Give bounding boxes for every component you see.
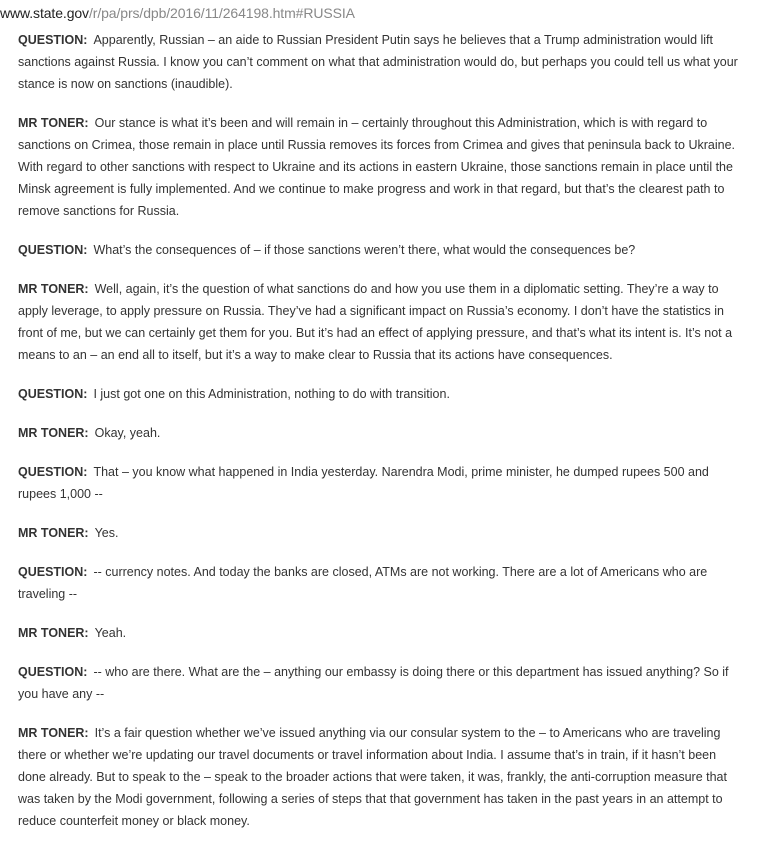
speaker-label: QUESTION: bbox=[18, 243, 88, 257]
speaker-label: MR TONER: bbox=[18, 116, 89, 130]
transcript-entry bbox=[18, 622, 740, 644]
transcript-entry bbox=[18, 461, 740, 505]
transcript-entry bbox=[18, 722, 740, 832]
entry-text: I just got one on this Administration, nothing to do with transition. bbox=[93, 387, 450, 401]
speaker-label: MR TONER: bbox=[18, 726, 89, 740]
press-briefing-transcript bbox=[18, 29, 740, 849]
entry-text: What’s the consequences of – if those sanctions weren’t there, what would the consequences be? bbox=[93, 243, 636, 257]
speaker-label: QUESTION: bbox=[18, 33, 88, 47]
transcript-entry bbox=[18, 561, 740, 605]
url-domain: www.state.gov bbox=[0, 5, 89, 21]
transcript-entry bbox=[18, 112, 740, 222]
url-text[interactable] bbox=[0, 4, 355, 22]
transcript-entry bbox=[18, 661, 740, 705]
transcript-entry bbox=[18, 278, 740, 366]
speaker-label: QUESTION: bbox=[18, 387, 88, 401]
entry-text: -- who are there. What are the – anything our embassy is doing there or this department has issued anything? So if you have any -- bbox=[18, 665, 729, 701]
entry-text: Yes. bbox=[94, 526, 119, 540]
entry-text: Well, again, it’s the question of what sanctions do and how you use them in a diplomatic setting. They’re a way to apply leverage, to apply pressure on Russia. They’ve had a significant impact on Russia’s economy. I don’t have the statistics in front of me, but we can certainly get them for you. But it’s had an effect of applying pressure, and that’s what its intent is. It’s not a means to an – an end all to itself, but it’s a way to make clear to Russia that its actions have consequences. bbox=[18, 282, 733, 362]
address-bar[interactable] bbox=[0, 0, 763, 26]
speaker-label: MR TONER: bbox=[18, 282, 89, 296]
speaker-label: QUESTION: bbox=[18, 465, 88, 479]
entry-text: That – you know what happened in India yesterday. Narendra Modi, prime minister, he dumped rupees 500 and rupees 1,000 -- bbox=[18, 465, 709, 501]
url-path: /r/pa/prs/dpb/2016/11/264198.htm#RUSSIA bbox=[88, 5, 355, 21]
entry-text: -- currency notes. And today the banks are closed, ATMs are not working. There are a lot of Americans who are traveling -- bbox=[18, 565, 708, 601]
transcript-entry bbox=[18, 522, 740, 544]
entry-text: Yeah. bbox=[94, 626, 127, 640]
entry-text: Our stance is what it’s been and will remain in – certainly throughout this Administration, which is with regard to sanctions on Crimea, those remain in place until Russia removes its forces from Crimea and gives that peninsula back to Ukraine. With regard to other sanctions with respect to Ukraine and its actions in eastern Ukraine, those sanctions remain in place until the Minsk agreement is fully implemented. And we continue to make progress and work in that regard, but that’s the clearest path to remove sanctions for Russia. bbox=[18, 116, 735, 218]
speaker-label: MR TONER: bbox=[18, 426, 89, 440]
transcript-entry bbox=[18, 383, 740, 405]
transcript-entry bbox=[18, 422, 740, 444]
speaker-label: MR TONER: bbox=[18, 526, 89, 540]
transcript-entry bbox=[18, 29, 740, 95]
entry-text: Okay, yeah. bbox=[94, 426, 161, 440]
speaker-label: MR TONER: bbox=[18, 626, 89, 640]
transcript-entry bbox=[18, 239, 740, 261]
entry-text: Apparently, Russian – an aide to Russian President Putin says he believes that a Trump administration would lift sanctions against Russia. I know you can’t comment on what that administration would do, but perhaps you could tell us what your stance is now on sanctions (inaudible). bbox=[18, 33, 738, 91]
entry-text: It’s a fair question whether we’ve issued anything via our consular system to the – to Americans who are traveling there or whether we’re updating our travel documents or travel information about India. I assume that’s in train, if it hasn’t been done already. But to speak to the – speak to the broader actions that were taken, it was, frankly, the anti-corruption measure that was taken by the Modi government, following a series of steps that that government has taken in the past years in an attempt to reduce counterfeit money or black money. bbox=[18, 726, 727, 828]
speaker-label: QUESTION: bbox=[18, 665, 88, 679]
speaker-label: QUESTION: bbox=[18, 565, 88, 579]
